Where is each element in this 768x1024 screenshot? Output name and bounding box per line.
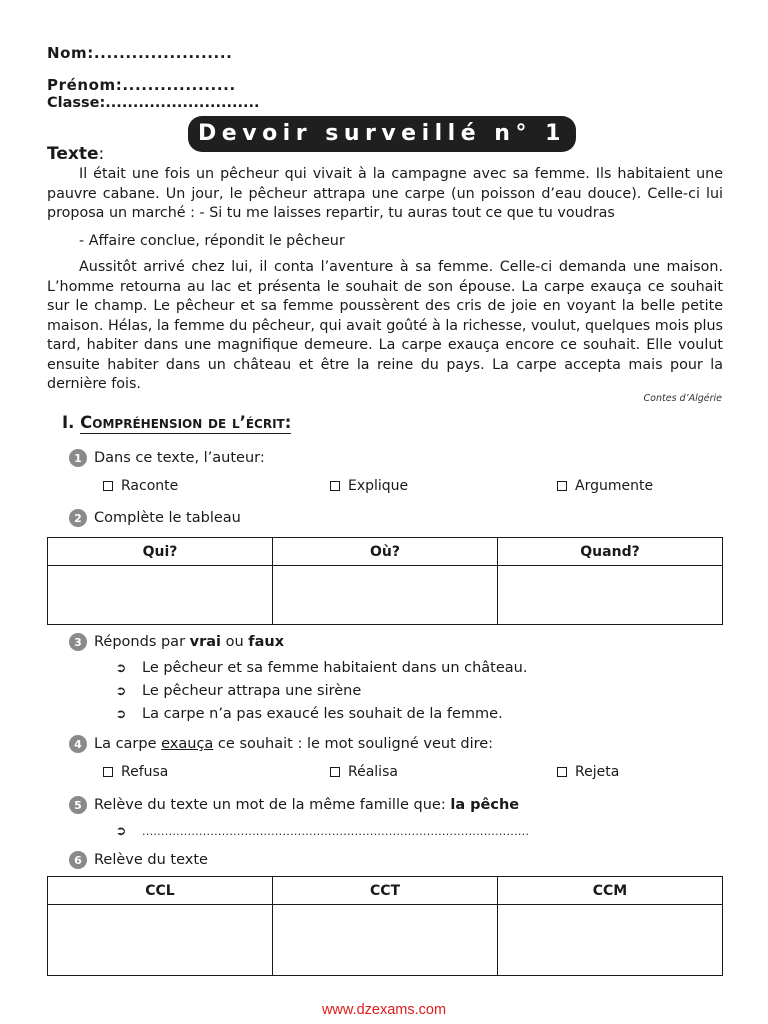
question-1-text: Dans ce texte, l’auteur: bbox=[94, 450, 265, 466]
qui-ou-quand-table bbox=[47, 537, 723, 625]
option-label: Refusa bbox=[121, 764, 169, 780]
checkbox-icon[interactable] bbox=[330, 481, 340, 491]
table-header-cell: CCT bbox=[273, 877, 498, 905]
texte-paragraph-3: Aussitôt arrivé chez lui, il conta l’aventure à sa femme. Celle-ci demanda une maison. L’homme retourna au lac et présenta le souhait de son épouse. La carpe exauça ce souhait sur le champ. Le pêcheur et sa femme poussèrent des cris de joie en voyant la belle petite maison. Hélas, la femme du pêcheur, qui avait goûté à la richesse, voulut, quelques mois plus tard, habiter dans une magnifique demeure. La carpe exauça encore ce souhait. Elle voulut ensuite habiter dans un château et être la reine du pays. La carpe accepta mais pour la dernière fois. bbox=[47, 259, 723, 392]
texte-paragraph-2: - Affaire conclue, répondit le pêcheur bbox=[79, 233, 345, 249]
option-label: Argumente bbox=[575, 478, 654, 494]
table-header-row bbox=[48, 877, 723, 905]
checkbox-icon[interactable] bbox=[330, 767, 340, 777]
question-4 bbox=[69, 735, 493, 753]
classe-field: Classe:............................ bbox=[47, 95, 260, 111]
option-explique[interactable] bbox=[330, 478, 408, 494]
arrow-icon: ➲ bbox=[115, 824, 127, 839]
answer-cell-quand[interactable] bbox=[498, 566, 723, 625]
option-label: Réalisa bbox=[348, 764, 398, 780]
table-header-cell: CCM bbox=[498, 877, 723, 905]
section-title: Compréhension de l’écrit: bbox=[80, 413, 292, 432]
question-1 bbox=[69, 449, 265, 467]
question-5-text: Relève du texte un mot de la même famille que: la pêche bbox=[94, 797, 520, 813]
question-number-badge: 3 bbox=[69, 633, 87, 651]
nom-field: Nom:...................... bbox=[47, 44, 233, 62]
checkbox-icon[interactable] bbox=[557, 481, 567, 491]
table-header-cell: Quand? bbox=[498, 538, 723, 566]
table-header-cell: Où? bbox=[273, 538, 498, 566]
statement-1 bbox=[114, 660, 527, 676]
question-5 bbox=[69, 796, 519, 814]
question-3-text: Réponds par vrai ou faux bbox=[94, 634, 285, 650]
option-rejeta[interactable] bbox=[557, 764, 619, 780]
option-raconte[interactable] bbox=[103, 478, 178, 494]
table-row bbox=[48, 566, 723, 625]
statement-text: La carpe n’a pas exaucé les souhait de la femme. bbox=[142, 706, 503, 722]
answer-cell-ccl[interactable] bbox=[48, 905, 273, 976]
statement-2 bbox=[114, 683, 361, 699]
table-row bbox=[48, 905, 723, 976]
page-title: Devoir surveillé n° 1 bbox=[188, 116, 576, 152]
answer-line[interactable]: ...................................................................................................... bbox=[142, 825, 530, 838]
question-2 bbox=[69, 509, 241, 527]
option-refusa[interactable] bbox=[103, 764, 168, 780]
section-number: I. bbox=[62, 413, 75, 432]
texte-paragraph-1: Il était une fois un pêcheur qui vivait à la campagne avec sa femme. Ils habitaient une pauvre cabane. Un jour, le pêcheur attrapa une carpe (un poisson d’eau douce). Celle-ci lui proposa un marché : - Si tu me laisses repartir, tu auras tout ce que tu voudras bbox=[47, 166, 723, 221]
option-label: Explique bbox=[348, 478, 409, 494]
texte-label bbox=[47, 144, 104, 164]
statement-text: Le pêcheur et sa femme habitaient dans un château. bbox=[142, 660, 528, 676]
question-4-text: La carpe exauça ce souhait : le mot souligné veut dire: bbox=[94, 736, 494, 752]
answer-cell-cct[interactable] bbox=[273, 905, 498, 976]
answer-line-row bbox=[114, 824, 529, 839]
arrow-icon: ➲ bbox=[115, 706, 127, 722]
question-3 bbox=[69, 633, 284, 651]
texte-label-word: Texte bbox=[47, 144, 99, 164]
question-number-badge: 4 bbox=[69, 735, 87, 753]
answer-cell-ou[interactable] bbox=[273, 566, 498, 625]
arrow-icon: ➲ bbox=[115, 660, 127, 676]
statement-3 bbox=[114, 706, 503, 722]
question-number-badge: 6 bbox=[69, 851, 87, 869]
question-6-text: Relève du texte bbox=[94, 852, 208, 868]
option-label: Raconte bbox=[121, 478, 179, 494]
statement-text: Le pêcheur attrapa une sirène bbox=[142, 683, 362, 699]
table-header-cell: Qui? bbox=[48, 538, 273, 566]
checkbox-icon[interactable] bbox=[557, 767, 567, 777]
table-header-row bbox=[48, 538, 723, 566]
question-number-badge: 2 bbox=[69, 509, 87, 527]
question-2-text: Complète le tableau bbox=[94, 510, 241, 526]
texte-source: Contes d’Algérie bbox=[643, 393, 722, 404]
option-argumente[interactable] bbox=[557, 478, 653, 494]
option-label: Rejeta bbox=[575, 764, 620, 780]
checkbox-icon[interactable] bbox=[103, 767, 113, 777]
ccl-cct-ccm-table bbox=[47, 876, 723, 976]
answer-cell-qui[interactable] bbox=[48, 566, 273, 625]
table-header-cell: CCL bbox=[48, 877, 273, 905]
section-heading bbox=[62, 413, 291, 432]
checkbox-icon[interactable] bbox=[103, 481, 113, 491]
question-6 bbox=[69, 851, 208, 869]
question-number-badge: 1 bbox=[69, 449, 87, 467]
prenom-field: Prénom:.................. bbox=[47, 76, 236, 94]
footer-link[interactable]: www.dzexams.com bbox=[321, 1002, 447, 1018]
answer-cell-ccm[interactable] bbox=[498, 905, 723, 976]
option-realisa[interactable] bbox=[330, 764, 398, 780]
texte-label-colon: : bbox=[98, 144, 105, 164]
arrow-icon: ➲ bbox=[115, 683, 127, 699]
question-number-badge: 5 bbox=[69, 796, 87, 814]
